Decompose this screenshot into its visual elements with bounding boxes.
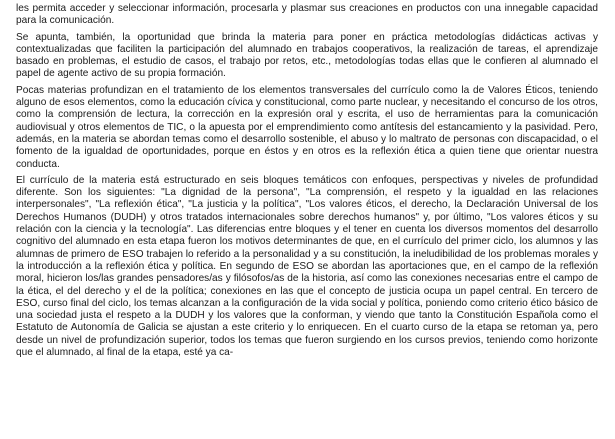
paragraph-transversal-elements: Pocas materias profundizan en el tratamiento de los elementos transversales del currículo como la de Valores Éticos, teniendo alguno de esos elementos, como la educación cívica y constitucional, como parte nuclear, y necesitando el concurso de los otros, como la comprensión de lectura, la corrección en la expresión oral y escrita, el uso de herramientas para la comunicación audiovisual y otros elementos de TIC, o la apuesta por el emprendimiento como antítesis del estancamiento y la pasividad. Pero, además, en la materia se abordan temas como el desarrollo sostenible, el abuso y lo maltrato de personas con discapacidad, o el fomento de la igualdad de oportunidades, porque en éstos y en otros es la reflexión ética a quien tiene que orientar nuestra conducta. [16,84,598,170]
paragraph-continuation: les permita acceder y seleccionar información, procesarla y plasmar sus creaciones en productos con una innegable capacidad para la comunicación. [16,3,598,27]
paragraph-curriculum-structure: El currículo de la materia está estructurado en seis bloques temáticos con enfoques, perspectivas y niveles de profundidad diferente. Son los siguientes: "La dignidad de la persona", "La comprensión, el respeto y la igualdad en las relaciones interpersonales", "La reflexión ética", "La justicia y la política", "Los valores éticos, el derecho, la Declaración Universal de los Derechos Humanos (DUDH) y otros tratados internacionales sobre derechos humanos" y, por último, "Los valores éticos y su relación con la ciencia y la tecnología". Las diferencias entre bloques y el tener en cuenta los diversos momentos del desarrollo cognitivo del alumnado en esta etapa fueron los motivos determinantes de que, en el currículo del primer ciclo, los alumnos y las alumnas de primero de ESO trabajen lo referido a la personalidad y a su constitución, la ineludibilidad de los problemas morales y la introducción a la reflexión ética y política. En segundo de ESO se abordan las aportaciones que, en el campo de la reflexión moral, hicieron los/las grandes pensadores/as y filósofos/as de la historia, así como las conexiones necesarias entre el campo de la ética, el del derecho y el de la política; conexiones en las que el concepto de justicia ocupa un papel central. En tercero de ESO, curso final del ciclo, los temas alcanzan a la configuración de la vida social y política, poniendo como criterio ético básico de una sociedad justa el respeto a la DUDH y los valores que la conforman, y viendo que tanto la Constitución Española como el Estatuto de Autonomía de Galicia se ajustan a este criterio y lo enriquecen. En el cuarto curso de la etapa se retoman ya, pero desde un nivel de profundización superior, todos los temas que fueron surgiendo en los cursos previos, teniendo como horizonte que el alumnado, al final de la etapa, esté ya ca- [16,174,598,359]
paragraph-methodologies: Se apunta, también, la oportunidad que brinda la materia para poner en práctica metodologías didácticas activas y contextualizadas que faciliten la participación del alumnado en trabajos cooperativos, la realización de tareas, el aprendizaje basado en problemas, el estudio de casos, el trabajo por retos, etc., metodologías todas ellas que le confieren al alumnado el papel de agente activo de su propia formación. [16,31,598,80]
